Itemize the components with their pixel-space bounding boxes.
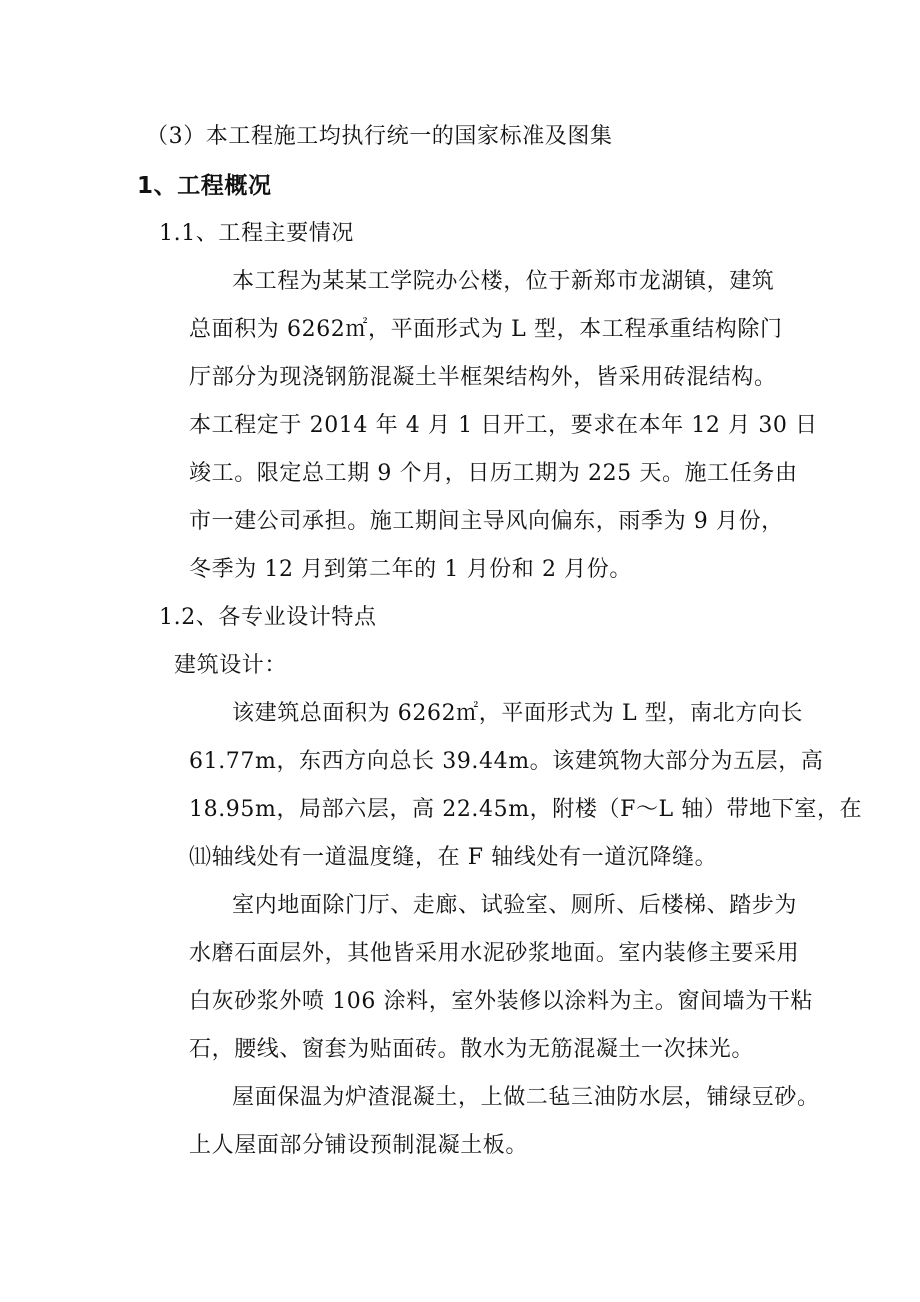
paragraph-line: 冬季为 12 月到第二年的 1 月份和 2 月份。 (189, 557, 632, 582)
paragraph-line: ⑾轴线处有一道温度缝，在 F 轴线处有一道沉降缝。 (189, 845, 718, 870)
paragraph-line: 水磨石面层外，其他皆采用水泥砂浆地面。室内装修主要采用 (189, 941, 800, 966)
paragraph-line: 竣工。限定总工期 9 个月，日历工期为 225 天。施工任务由 (189, 461, 798, 486)
paragraph-line: 本工程为某某工学院办公楼，位于新郑市龙湖镇，建筑 (232, 269, 775, 294)
paragraph-line: 屋面保温为炉渣混凝土，上做二毡三油防水层，铺绿豆砂。 (232, 1085, 820, 1110)
paragraph-line: 上人屋面部分铺设预制混凝土板。 (189, 1133, 529, 1158)
paragraph-line: 市一建公司承担。施工期间主导风向偏东，雨季为 9 月份， (189, 509, 784, 534)
section-1-2-title: 1.2、各专业设计特点 (159, 605, 377, 630)
section-1-1-title: 1.1、工程主要情况 (159, 221, 354, 246)
section-1-title: 1、工程概况 (137, 173, 272, 199)
paragraph-line: 白灰砂浆外喷 106 涂料，室外装修以涂料为主。窗间墙为干粘 (189, 989, 813, 1014)
item-3-line: （3）本工程施工均执行统一的国家标准及图集 (146, 124, 613, 149)
paragraph-line: 室内地面除门厅、走廊、试验室、厕所、后楼梯、踏步为 (232, 893, 798, 918)
paragraph-line: 本工程定于 2014 年 4 月 1 日开工，要求在本年 12 月 30 日 (189, 413, 818, 438)
paragraph-line: 石，腰线、窗套为贴面砖。散水为无筋混凝土一次抹光。 (189, 1037, 755, 1062)
paragraph-line: 厅部分为现浇钢筋混凝土半框架结构外，皆采用砖混结构。 (189, 365, 777, 390)
paragraph-line: 61.77m，东西方向总长 39.44m。该建筑物大部分为五层，高 (189, 749, 824, 774)
paragraph-line: 总面积为 6262㎡，平面形式为 L 型，本工程承重结构除门 (189, 317, 783, 342)
paragraph-line: 该建筑总面积为 6262㎡，平面形式为 L 型，南北方向长 (232, 701, 803, 726)
architecture-label: 建筑设计： (174, 653, 288, 678)
paragraph-line: 18.95m，局部六层，高 22.45m，附楼（F～L 轴）带地下室，在 (189, 797, 863, 822)
